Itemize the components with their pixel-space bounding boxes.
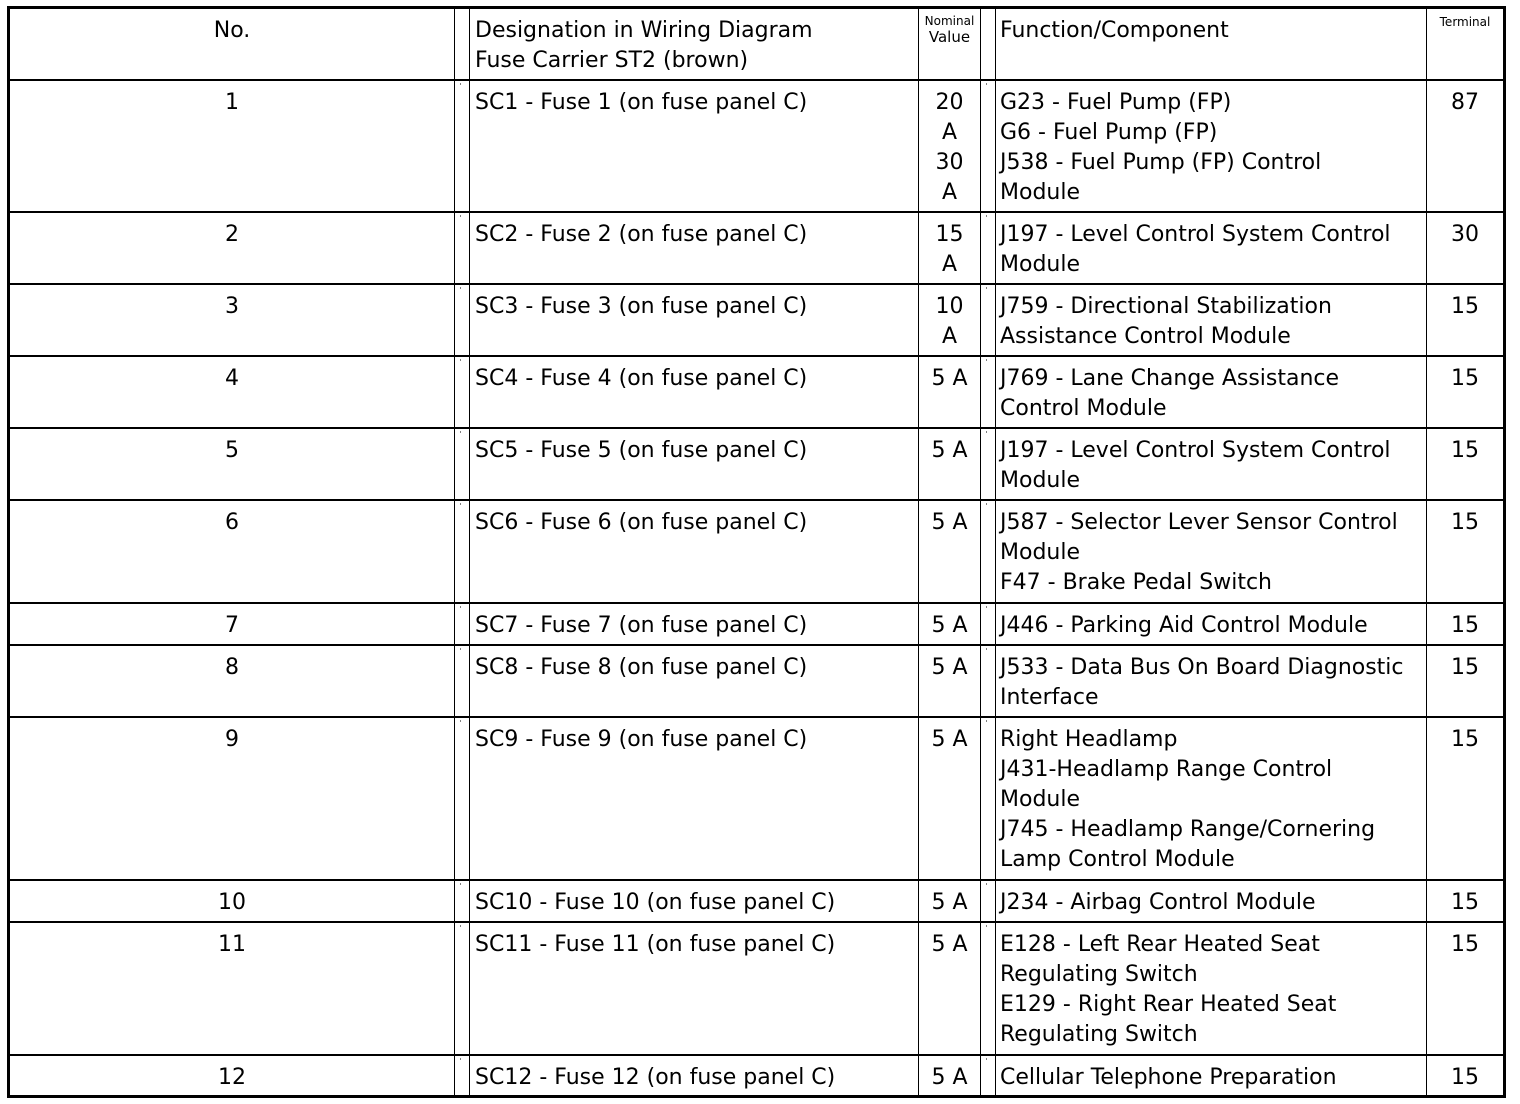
row-gap-2 — [981, 603, 996, 645]
row-gap-1 — [455, 356, 470, 428]
row-function — [996, 80, 1427, 212]
tick-mark: ˙ — [458, 882, 463, 894]
row-terminal: 15 — [1427, 428, 1505, 500]
function-line: J745 - Headlamp Range/Cornering — [1000, 816, 1376, 842]
row-designation: SC3 - Fuse 3 (on fuse panel C) — [470, 284, 919, 356]
tick-mark: ˙ — [984, 214, 989, 226]
table-row — [9, 922, 1505, 1055]
nominal-value-line: 5 A — [931, 889, 968, 915]
table-row — [9, 428, 1505, 500]
row-nominal-value — [919, 603, 981, 645]
row-designation: SC6 - Fuse 6 (on fuse panel C) — [470, 500, 919, 603]
nominal-value-line: A — [941, 323, 958, 349]
row-function — [996, 284, 1427, 356]
function-line: J234 - Airbag Control Module — [1000, 889, 1316, 915]
tick-mark: ˙ — [984, 286, 989, 298]
tick-mark: ˙ — [458, 924, 463, 936]
row-number: 2 — [9, 212, 455, 284]
nominal-value-line: 5 A — [931, 509, 968, 535]
nominal-value-line: A — [941, 179, 958, 205]
row-designation: SC2 - Fuse 2 (on fuse panel C) — [470, 212, 919, 284]
row-terminal: 15 — [1427, 356, 1505, 428]
nominal-value-line: 20 — [935, 89, 964, 115]
header-designation-line-2: Fuse Carrier ST2 (brown) — [475, 48, 749, 73]
row-terminal: 15 — [1427, 500, 1505, 603]
row-function — [996, 880, 1427, 922]
row-gap-1 — [455, 212, 470, 284]
tick-mark: ˙ — [458, 1057, 463, 1069]
nominal-value-line: 5 A — [931, 726, 968, 752]
function-line: Module — [1000, 786, 1080, 812]
row-function — [996, 1055, 1427, 1097]
function-line: Module — [1000, 251, 1080, 277]
function-line: J538 - Fuel Pump (FP) Control — [1000, 149, 1322, 175]
row-terminal: 15 — [1427, 880, 1505, 922]
tick-mark: ˙ — [458, 719, 463, 731]
row-nominal-value — [919, 717, 981, 880]
fuse-rows — [9, 80, 1505, 1097]
header-gap-2 — [981, 8, 996, 80]
nominal-value-line: 5 A — [931, 1064, 968, 1090]
header-gap-1 — [455, 8, 470, 80]
nominal-value-line: 5 A — [931, 654, 968, 680]
function-line: J446 - Parking Aid Control Module — [1000, 612, 1368, 638]
row-nominal-value — [919, 212, 981, 284]
tick-mark: ˙ — [984, 430, 989, 442]
row-gap-1 — [455, 428, 470, 500]
row-designation: SC8 - Fuse 8 (on fuse panel C) — [470, 645, 919, 717]
tick-mark: ˙ — [458, 286, 463, 298]
row-function — [996, 428, 1427, 500]
function-line: Assistance Control Module — [1000, 323, 1291, 349]
row-gap-2 — [981, 284, 996, 356]
tick-mark: ˙ — [458, 647, 463, 659]
table-row — [9, 80, 1505, 212]
tick-mark: ˙ — [984, 882, 989, 894]
table-row — [9, 603, 1505, 645]
function-line: J769 - Lane Change Assistance — [1000, 365, 1340, 391]
row-nominal-value — [919, 428, 981, 500]
row-nominal-value — [919, 922, 981, 1055]
tick-mark: ˙ — [984, 647, 989, 659]
row-designation: SC7 - Fuse 7 (on fuse panel C) — [470, 603, 919, 645]
row-gap-1 — [455, 922, 470, 1055]
row-number: 12 — [9, 1055, 455, 1097]
row-gap-2 — [981, 645, 996, 717]
header-nominal-value — [919, 8, 981, 80]
tick-mark: ˙ — [984, 719, 989, 731]
function-line: F47 - Brake Pedal Switch — [1000, 569, 1272, 595]
function-line: G6 - Fuel Pump (FP) — [1000, 119, 1218, 145]
table-row — [9, 1055, 1505, 1097]
function-line: Module — [1000, 539, 1080, 565]
row-gap-2 — [981, 356, 996, 428]
function-line: Module — [1000, 179, 1080, 205]
row-terminal: 15 — [1427, 717, 1505, 880]
function-line: J431-Headlamp Range Control — [1000, 756, 1333, 782]
function-line: Control Module — [1000, 395, 1167, 421]
row-number: 6 — [9, 500, 455, 603]
row-nominal-value — [919, 880, 981, 922]
function-line: J759 - Directional Stabilization — [1000, 293, 1332, 319]
tick-mark: ˙ — [984, 82, 989, 94]
row-gap-1 — [455, 284, 470, 356]
nominal-value-line: 30 — [935, 149, 964, 175]
header-terminal: Terminal — [1427, 8, 1505, 80]
row-number: 5 — [9, 428, 455, 500]
header-function: Function/Component — [996, 8, 1427, 80]
row-number: 8 — [9, 645, 455, 717]
row-gap-2 — [981, 80, 996, 212]
tick-mark: ˙ — [458, 430, 463, 442]
table-row — [9, 284, 1505, 356]
nominal-value-line: A — [941, 251, 958, 277]
row-terminal: 15 — [1427, 603, 1505, 645]
nominal-value-line: 10 — [935, 293, 964, 319]
row-nominal-value — [919, 284, 981, 356]
row-gap-2 — [981, 428, 996, 500]
function-line: Right Headlamp — [1000, 726, 1178, 752]
nominal-value-line: 5 A — [931, 365, 968, 391]
row-number: 4 — [9, 356, 455, 428]
function-line: Cellular Telephone Preparation — [1000, 1064, 1337, 1090]
row-designation: SC10 - Fuse 10 (on fuse panel C) — [470, 880, 919, 922]
tick-mark: ˙ — [458, 214, 463, 226]
tick-mark: ˙ — [984, 924, 989, 936]
row-gap-1 — [455, 645, 470, 717]
row-gap-2 — [981, 212, 996, 284]
row-function — [996, 212, 1427, 284]
function-line: Regulating Switch — [1000, 961, 1198, 987]
row-gap-2 — [981, 500, 996, 603]
nominal-value-line: 5 A — [931, 931, 968, 957]
row-number: 9 — [9, 717, 455, 880]
row-gap-2 — [981, 1055, 996, 1097]
row-gap-1 — [455, 880, 470, 922]
header-nominal-line-2: Value — [928, 28, 971, 46]
fuse-table — [7, 6, 1506, 1098]
header-row — [9, 8, 1505, 80]
function-line: J197 - Level Control System Control — [1000, 221, 1391, 247]
row-gap-1 — [455, 603, 470, 645]
function-line: Regulating Switch — [1000, 1021, 1198, 1047]
function-line: J533 - Data Bus On Board Diagnostic — [1000, 654, 1404, 680]
row-gap-2 — [981, 922, 996, 1055]
row-terminal: 15 — [1427, 1055, 1505, 1097]
row-function — [996, 500, 1427, 603]
function-line: Lamp Control Module — [1000, 846, 1235, 872]
tick-mark: ˙ — [984, 502, 989, 514]
row-gap-1 — [455, 80, 470, 212]
nominal-value-line: 15 — [935, 221, 964, 247]
row-designation: SC5 - Fuse 5 (on fuse panel C) — [470, 428, 919, 500]
row-nominal-value — [919, 645, 981, 717]
row-terminal: 30 — [1427, 212, 1505, 284]
nominal-value-line: A — [941, 119, 958, 145]
tick-mark: ˙ — [458, 358, 463, 370]
header-designation-line-1: Designation in Wiring Diagram — [475, 18, 813, 43]
row-function — [996, 922, 1427, 1055]
tick-mark: ˙ — [458, 502, 463, 514]
row-terminal: 15 — [1427, 922, 1505, 1055]
function-line: J587 - Selector Lever Sensor Control — [1000, 509, 1398, 535]
row-designation: SC9 - Fuse 9 (on fuse panel C) — [470, 717, 919, 880]
tick-mark: ˙ — [984, 1057, 989, 1069]
nominal-value-line: 5 A — [931, 437, 968, 463]
table-row — [9, 356, 1505, 428]
function-line: G23 - Fuel Pump (FP) — [1000, 89, 1232, 115]
function-line: Module — [1000, 467, 1080, 493]
function-line: J197 - Level Control System Control — [1000, 437, 1391, 463]
row-nominal-value — [919, 1055, 981, 1097]
row-nominal-value — [919, 356, 981, 428]
row-function — [996, 645, 1427, 717]
row-number: 10 — [9, 880, 455, 922]
header-no: No. — [9, 8, 455, 80]
row-designation: SC1 - Fuse 1 (on fuse panel C) — [470, 80, 919, 212]
table-row — [9, 645, 1505, 717]
row-gap-1 — [455, 1055, 470, 1097]
row-function — [996, 603, 1427, 645]
row-nominal-value — [919, 500, 981, 603]
row-function — [996, 356, 1427, 428]
row-designation: SC11 - Fuse 11 (on fuse panel C) — [470, 922, 919, 1055]
table-row — [9, 212, 1505, 284]
row-nominal-value — [919, 80, 981, 212]
table-row — [9, 717, 1505, 880]
row-number: 3 — [9, 284, 455, 356]
function-line: Interface — [1000, 684, 1099, 710]
row-gap-1 — [455, 717, 470, 880]
function-line: E129 - Right Rear Heated Seat — [1000, 991, 1337, 1017]
row-terminal: 87 — [1427, 80, 1505, 212]
table-row — [9, 500, 1505, 603]
row-terminal: 15 — [1427, 284, 1505, 356]
function-line: E128 - Left Rear Heated Seat — [1000, 931, 1320, 957]
header-designation — [470, 8, 919, 80]
tick-mark: ˙ — [984, 605, 989, 617]
table-row — [9, 880, 1505, 922]
tick-mark: ˙ — [984, 358, 989, 370]
row-number: 11 — [9, 922, 455, 1055]
nominal-value-line: 5 A — [931, 612, 968, 638]
row-number: 1 — [9, 80, 455, 212]
row-gap-2 — [981, 880, 996, 922]
row-terminal: 15 — [1427, 645, 1505, 717]
row-designation: SC12 - Fuse 12 (on fuse panel C) — [470, 1055, 919, 1097]
row-function — [996, 717, 1427, 880]
row-number: 7 — [9, 603, 455, 645]
row-gap-2 — [981, 717, 996, 880]
row-designation: SC4 - Fuse 4 (on fuse panel C) — [470, 356, 919, 428]
row-gap-1 — [455, 500, 470, 603]
header-nominal-line-1: Nominal — [924, 14, 975, 28]
tick-mark: ˙ — [458, 82, 463, 94]
tick-mark: ˙ — [458, 605, 463, 617]
